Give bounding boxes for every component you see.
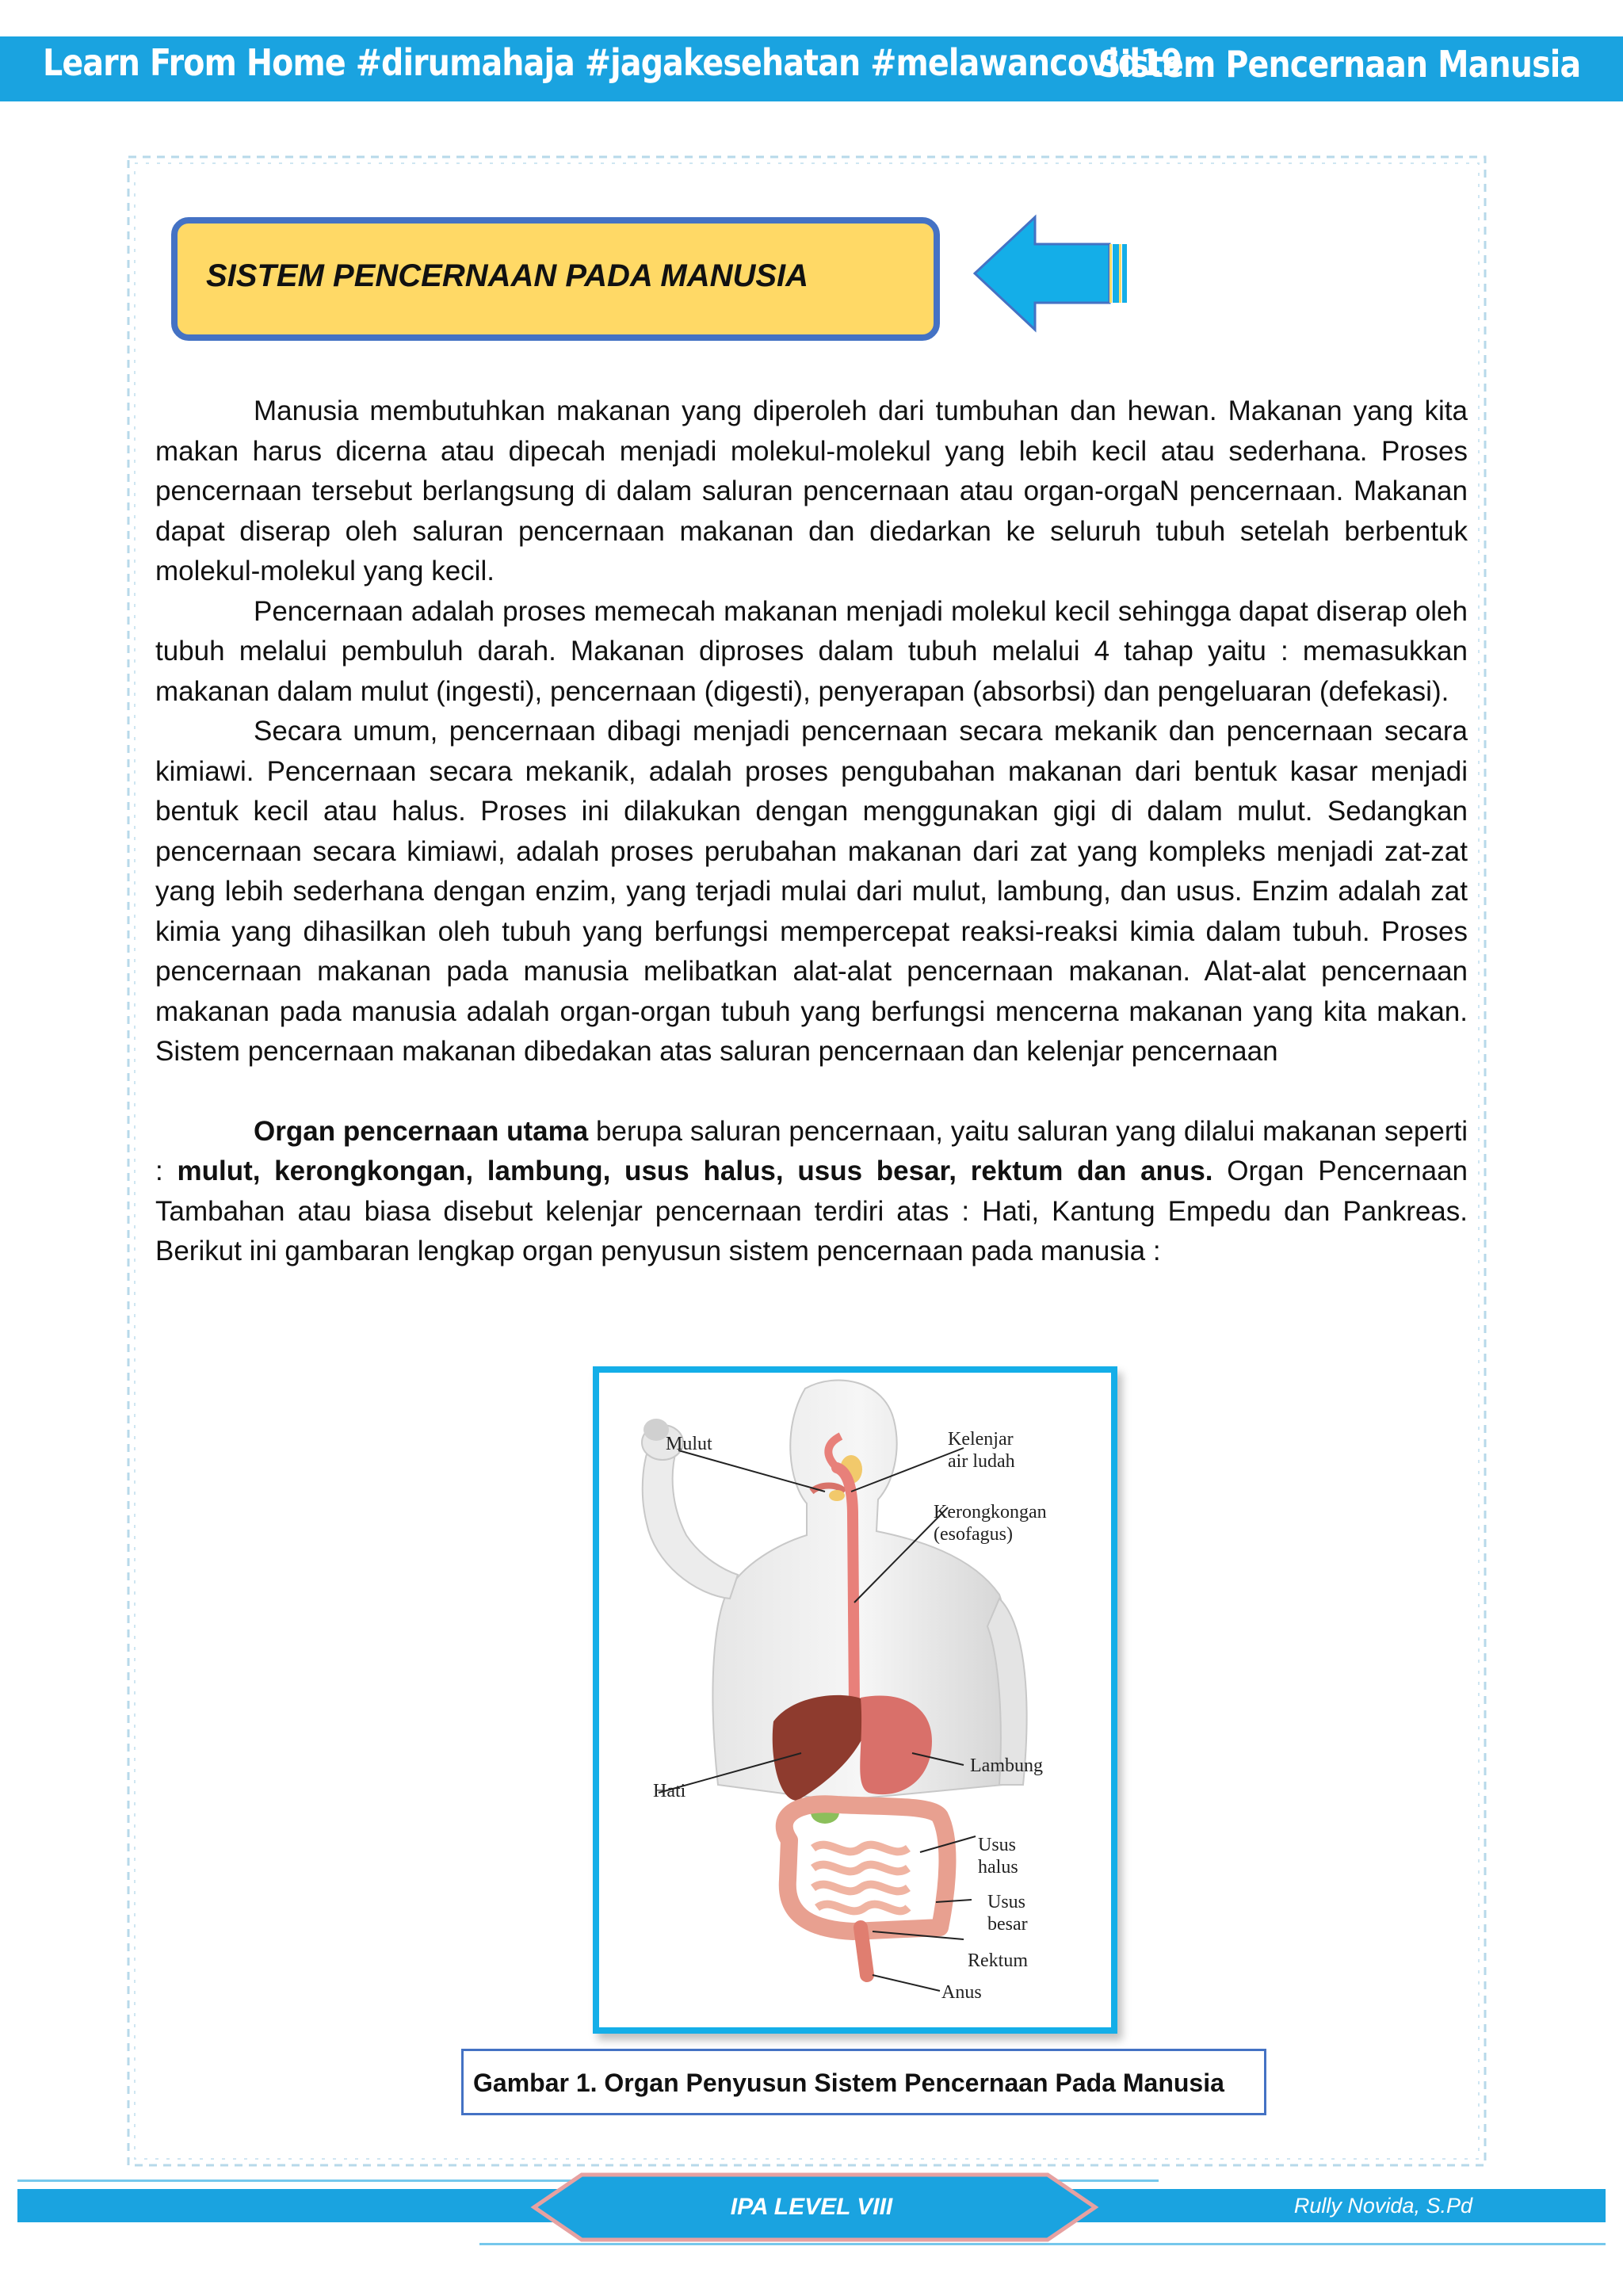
header-topic: Sistem Pencernaan Manusia	[1098, 43, 1580, 86]
figure-caption: Gambar 1. Organ Penyusun Sistem Pencernaan Pada Manusia	[473, 2069, 1224, 2097]
paragraph-intro: Manusia membutuhkan makanan yang diperoleh dari tumbuhan dan hewan. Makanan yang kita makan harus dicerna atau dipecah menjadi molekul-molekul yang lebih kecil atau sederhana. Proses pencernaan tersebut berlangsung di dalam saluran pencernaan atau organ-orgaN pencernaan. Makanan dapat diserap oleh saluran pencernaan makanan dan diedarkan ke seluruh tubuh setelah berbentuk molekul-molekul yang kecil.	[155, 395, 1468, 586]
label-kelenjar: Kelenjar	[948, 1429, 1014, 1450]
paragraph-organs	[155, 1112, 1468, 1272]
left-arrow-icon	[973, 214, 1132, 337]
label-usus-halus-line2: halus	[978, 1857, 1018, 1878]
label-usus-halus: Usus	[978, 1835, 1017, 1855]
label-hati: Hati	[653, 1781, 686, 1801]
organ-list: mulut, kerongkongan, lambung, usus halus, usus besar, rektum dan anus.	[177, 1156, 1213, 1186]
organ-text-2: Organ Pencernaan Tambahan atau biasa disebut kelenjar pencernaan terdiri atas : Hati, Kantung Empedu dan Pankreas. Berikut ini gambaran lengkap organ penyusun sistem pencernaan pada manusia :	[155, 1156, 1468, 1266]
label-kelenjar-line2: air ludah	[948, 1451, 1015, 1472]
label-kerongkongan-line2: (esofagus)	[934, 1524, 1013, 1545]
header-hashtags: Learn From Home #dirumahaja #jagakesehatan #melawancovid19	[43, 41, 1182, 84]
label-usus-besar-line2: besar	[987, 1914, 1028, 1935]
organ-main-heading: Organ pencernaan utama	[254, 1115, 589, 1147]
label-kerongkongan: Kerongkongan	[934, 1502, 1047, 1522]
footer-author: Rully Novida, S.Pd	[1293, 2194, 1472, 2218]
organ-text-1: berupa saluran pencernaan, yaitu saluran yang dilalui makanan seperti :	[155, 1115, 1468, 1186]
label-lambung: Lambung	[970, 1755, 1043, 1776]
paragraph-types: Secara umum, pencernaan dibagi menjadi pencernaan secara mekanik dan pencernaan secara kimiawi. Pencernaan secara mekanik, adalah proses pengubahan makanan dari bentuk kasar menjadi bentuk kecil atau halus. Proses ini dilakukan dengan menggunakan gigi di dalam mulut. Sedangkan pencernaan secara kimiawi, adalah proses perubahan makanan dari zat yang kompleks menjadi zat-zat yang lebih sederhana dengan enzim, yang terjadi mulai dari mulut, lambung, dan usus. Enzim adalah zat kimia yang dihasilkan oleh tubuh yang berfungsi mempercepat reaksi-reaksi kimia dalam tubuh. Proses pencernaan makanan pada manusia melibatkan alat-alat pencernaan makanan. Alat-alat pencernaan makanan pada manusia adalah organ-organ tubuh yang berfungsi mencerna makanan yang kita makan. Sistem pencernaan makanan dibedakan atas saluran pencernaan dan kelenjar pencernaan	[155, 716, 1468, 1067]
figure-caption-box	[461, 2049, 1266, 2115]
title-box	[171, 217, 940, 341]
label-anus: Anus	[941, 1982, 982, 2003]
digestive-illustration	[599, 1373, 1111, 2027]
digestive-system-figure	[593, 1366, 1117, 2034]
label-mulut: Mulut	[666, 1434, 712, 1454]
label-rektum: Rektum	[968, 1950, 1028, 1971]
body-text	[155, 392, 1468, 1272]
header-bar	[0, 36, 1623, 101]
paragraph-definition: Pencernaan adalah proses memecah makanan menjadi molekul kecil sehingga dapat diserap oleh tubuh melalui pembuluh darah. Makanan diproses dalam tubuh melalui 4 tahap yaitu : memasukkan makanan dalam mulut (ingesti), pencernaan (digesti), penyerapan (absorbsi) dan pengeluaran (defekasi).	[155, 595, 1468, 707]
page-title: SISTEM PENCERNAAN PADA MANUSIA	[206, 258, 809, 293]
footer-level: IPA LEVEL VIII	[730, 2194, 893, 2220]
label-usus-besar: Usus	[987, 1892, 1026, 1912]
